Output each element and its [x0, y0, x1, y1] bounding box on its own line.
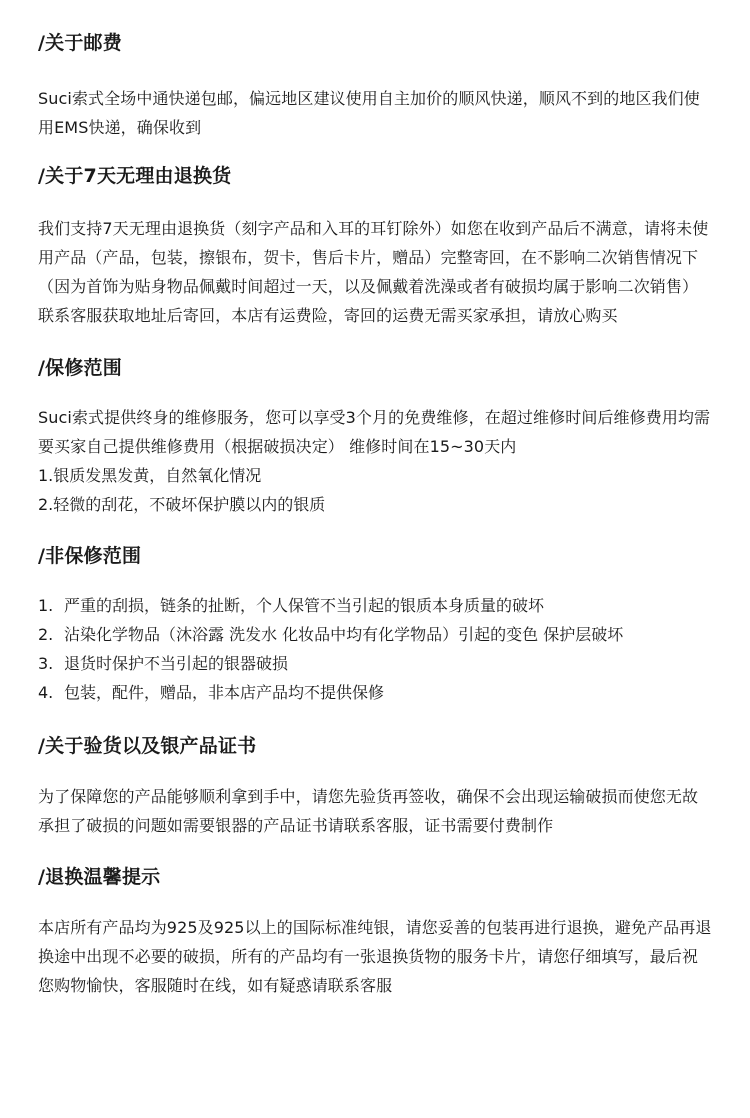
non-warranty-item [38, 620, 712, 649]
returns-paragraph: 我们支持7天无理由退换货（刻字产品和入耳的耳钉除外）如您在收到产品后不满意，请将未使用产品（产品，包装，擦银布，贺卡，售后卡片，赠品）完整寄回，在不影响二次销售情况下（因为首饰为贴身物品佩戴时间超过一天，以及佩戴着洗澡或者有破损均属于影响二次销售）联系客服获取地址后寄回，本店有运费险，寄回的运费无需买家承担，请放心购买 [38, 219, 709, 325]
section-title-inspection: /关于验货以及银产品证书 [38, 735, 257, 757]
list-number: 2. [38, 625, 54, 644]
list-number: 4. [38, 683, 54, 702]
list-text: 包装，配件，赠品，非本店产品均不提供保修 [64, 683, 385, 702]
section-title-shipping: /关于邮费 [38, 32, 122, 54]
list-text: 严重的刮损，链条的扯断，个人保管不当引起的银质本身质量的破坏 [64, 596, 545, 615]
list-text: 退货时保护不当引起的银器破损 [64, 654, 289, 673]
section-title-non-warranty: /非保修范围 [38, 545, 142, 567]
list-text: 沾染化学物品（沐浴露 洗发水 化妆品中均有化学物品）引起的变色 保护层破坏 [64, 625, 624, 644]
exchange-tips-paragraph: 本店所有产品均为925及925以上的国际标准纯银，请您妥善的包装再进行退换，避免产品再退换途中出现不必要的破损，所有的产品均有一张退换货物的服务卡片，请您仔细填写，最后祝您购物愉快，客服随时在线，如有疑惑请联系客服 [38, 918, 712, 995]
non-warranty-item [38, 649, 712, 678]
inspection-paragraph: 为了保障您的产品能够顺利拿到手中，请您先验货再签收，确保不会出现运输破损而使您无故承担了破损的问题如需要银器的产品证书请联系客服，证书需要付费制作 [38, 787, 699, 835]
section-title-returns: /关于7天无理由退换货 [38, 165, 232, 187]
section-title-warranty: /保修范围 [38, 357, 122, 379]
list-number: 3. [38, 654, 54, 673]
warranty-item: 2.轻微的刮花，不破坏保护膜以内的银质 [38, 495, 326, 514]
non-warranty-item [38, 678, 712, 707]
list-number: 1. [38, 596, 54, 615]
section-title-exchange-tips: /退换温馨提示 [38, 866, 161, 888]
warranty-item: 1.银质发黑发黄，自然氧化情况 [38, 466, 262, 485]
warranty-list [38, 461, 712, 519]
warranty-paragraph: Suci索式提供终身的维修服务，您可以享受3个月的免费维修，在超过维修时间后维修费用均需要买家自己提供维修费用（根据破损决定） 维修时间在15~30天内 [38, 408, 711, 456]
non-warranty-list [38, 591, 712, 707]
non-warranty-item [38, 591, 712, 620]
shipping-paragraph: Suci索式全场中通快递包邮，偏远地区建议使用自主加价的顺风快递，顺风不到的地区我们使用EMS快递，确保收到 [38, 89, 700, 137]
